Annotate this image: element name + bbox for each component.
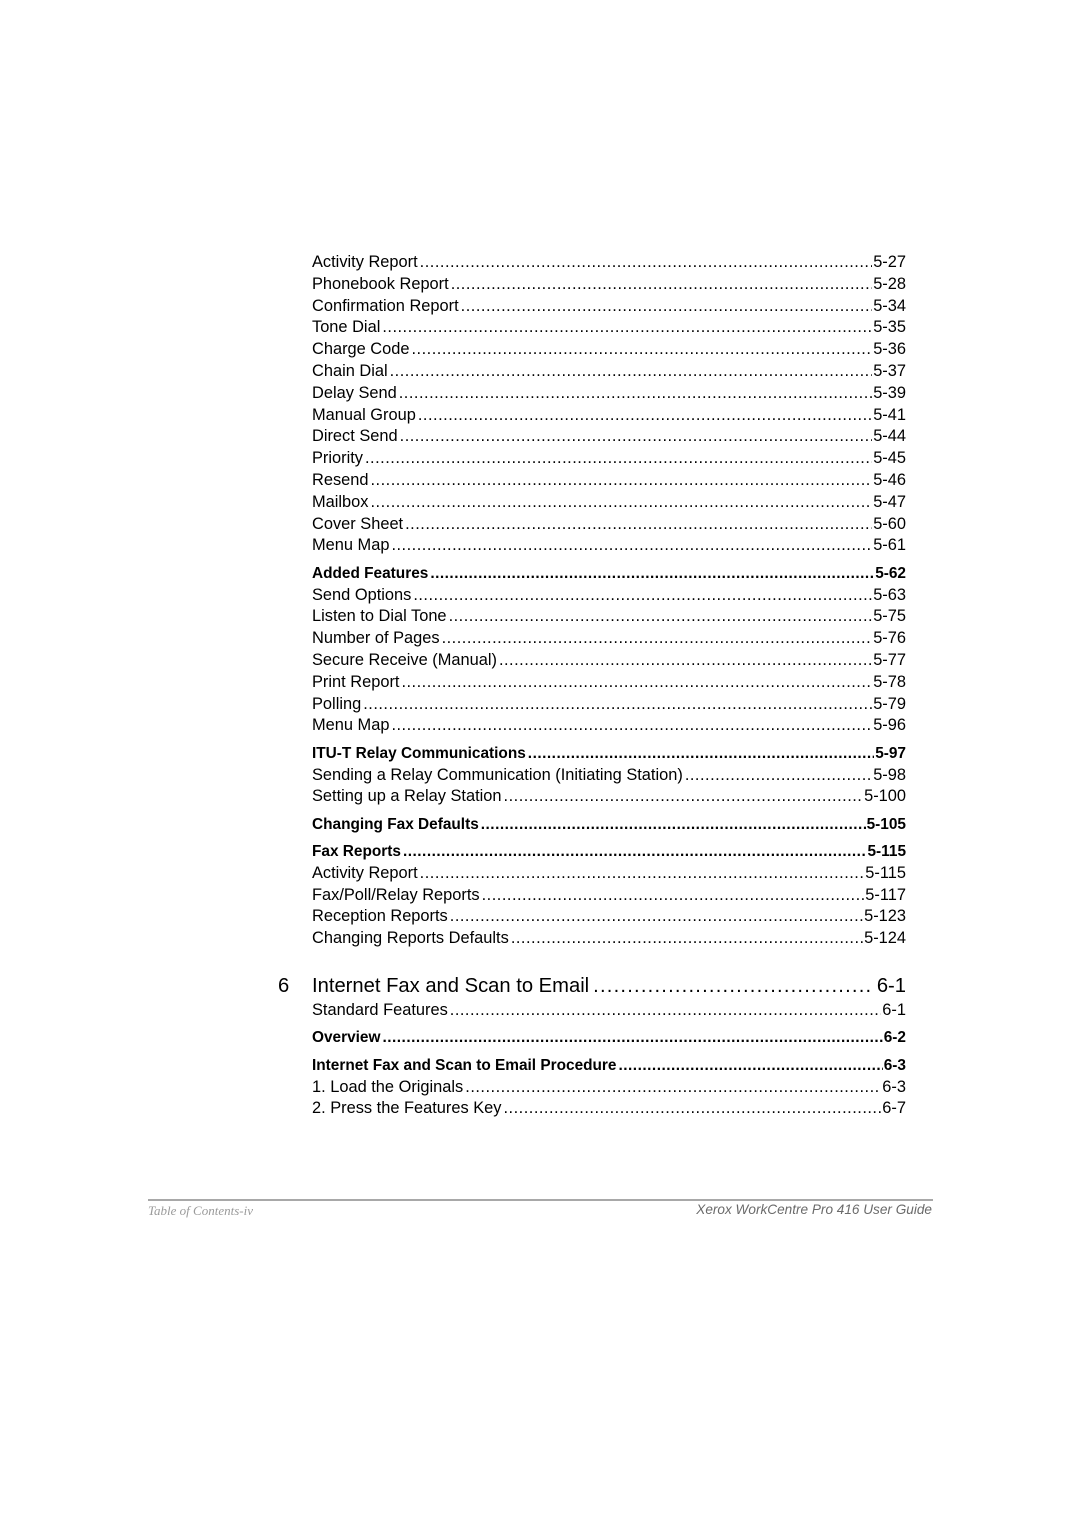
dot-leader xyxy=(382,1027,882,1049)
toc-entry[interactable] xyxy=(312,492,906,514)
toc-entry-title: Number of Pages xyxy=(312,629,440,648)
toc-entry-title: Direct Send xyxy=(312,427,398,446)
toc-entry[interactable] xyxy=(312,339,906,361)
toc-entry-title: Internet Fax and Scan to Email Procedure xyxy=(312,1056,617,1074)
toc-entry-title: 2. Press the Features Key xyxy=(312,1099,502,1118)
toc-entry-page: 5-37 xyxy=(873,361,906,380)
toc-entry[interactable] xyxy=(312,426,906,448)
dot-leader xyxy=(450,906,863,928)
chapter-page: 6-1 xyxy=(876,975,906,997)
toc-entry-page: 5-105 xyxy=(866,815,906,833)
toc-entry-title: Fax Reports xyxy=(312,843,401,861)
toc-entry-title: Menu Map xyxy=(312,716,390,735)
toc-entry-page: 5-28 xyxy=(873,274,906,293)
dot-leader xyxy=(618,1055,882,1077)
toc-entry-page: 5-45 xyxy=(873,449,906,468)
toc-entry-page: 6-7 xyxy=(882,1099,906,1118)
toc-entry-page: 5-123 xyxy=(864,907,906,926)
toc-entry-title: Tone Dial xyxy=(312,318,381,337)
dot-leader xyxy=(403,841,867,863)
dot-leader xyxy=(465,1077,881,1099)
toc-entry-page: 6-2 xyxy=(883,1029,906,1047)
chapter-heading[interactable] xyxy=(278,972,906,1000)
toc-entry-title: Chain Dial xyxy=(312,361,388,380)
toc-entry-title: Changing Fax Defaults xyxy=(312,815,479,833)
toc-entry-title: Manual Group xyxy=(312,405,416,424)
dot-leader xyxy=(399,383,872,405)
dot-leader xyxy=(365,448,872,470)
toc-section-entry[interactable] xyxy=(312,1055,906,1077)
toc-entry-page: 5-62 xyxy=(875,564,906,582)
toc-entry[interactable] xyxy=(312,535,906,557)
dot-leader xyxy=(420,863,865,885)
dot-leader xyxy=(461,296,873,318)
toc-entry-page: 5-36 xyxy=(873,340,906,359)
dot-leader xyxy=(430,563,874,585)
toc-entry-page: 5-100 xyxy=(864,787,906,806)
dot-leader xyxy=(451,274,873,296)
toc-section-entry[interactable] xyxy=(312,743,906,765)
toc-entry-title: Activity Report xyxy=(312,253,418,271)
toc-entry[interactable] xyxy=(312,1077,906,1099)
dot-leader xyxy=(482,885,865,907)
toc-entry[interactable] xyxy=(312,606,906,628)
chapter-title: Internet Fax and Scan to Email xyxy=(312,975,590,997)
toc-entry-page: 5-47 xyxy=(873,492,906,511)
toc-entry-title: Activity Report xyxy=(312,863,418,882)
toc-entry-page: 6-1 xyxy=(882,1001,906,1019)
toc-entry-page: 5-117 xyxy=(865,885,906,904)
toc-entry-title: Secure Receive (Manual) xyxy=(312,650,497,669)
toc-entry-title: Changing Reports Defaults xyxy=(312,929,509,948)
toc-entry-page: 5-44 xyxy=(873,427,906,446)
toc-entry-title: ITU-T Relay Communications xyxy=(312,744,526,762)
dot-leader xyxy=(499,650,872,672)
dot-leader xyxy=(685,765,872,787)
dot-leader xyxy=(413,585,872,607)
toc-entry[interactable] xyxy=(312,317,906,339)
toc-list-part2 xyxy=(312,1000,906,1120)
dot-leader xyxy=(370,492,872,514)
dot-leader xyxy=(449,606,873,628)
toc-entry[interactable] xyxy=(312,906,906,928)
dot-leader xyxy=(371,470,873,492)
dot-leader xyxy=(504,1098,882,1120)
toc-entry-title: Priority xyxy=(312,449,363,468)
footer-document-title: Xerox WorkCentre Pro 416 User Guide xyxy=(696,1202,932,1217)
toc-entry-title: Overview xyxy=(312,1029,381,1047)
dot-leader xyxy=(528,743,874,765)
toc-entry-page: 5-77 xyxy=(873,650,906,669)
toc-entry[interactable] xyxy=(312,694,906,716)
toc-section-entry[interactable] xyxy=(312,814,906,836)
dot-leader xyxy=(391,535,872,557)
toc-entry-page: 5-27 xyxy=(873,253,906,271)
dot-leader xyxy=(511,928,863,950)
dot-leader xyxy=(442,628,873,650)
toc-entry[interactable] xyxy=(312,1098,906,1120)
toc-entry-page: 5-61 xyxy=(873,536,906,555)
toc-section-entry[interactable] xyxy=(312,1027,906,1049)
toc-entry-page: 5-75 xyxy=(873,607,906,626)
toc-entry[interactable] xyxy=(312,585,906,607)
dot-leader xyxy=(390,361,873,383)
toc-entry-title: Sending a Relay Communication (Initiating Station) xyxy=(312,765,683,784)
toc-entry-title: Reception Reports xyxy=(312,907,448,926)
toc-entry[interactable] xyxy=(312,252,906,274)
dot-leader xyxy=(420,252,873,274)
dot-leader xyxy=(418,405,872,427)
toc-entry-page: 6-3 xyxy=(882,1077,906,1096)
toc-entry-title: Setting up a Relay Station xyxy=(312,787,502,806)
toc-entry-title: Cover Sheet xyxy=(312,514,404,533)
toc-entry-title: Delay Send xyxy=(312,383,397,402)
toc-entry-page: 5-115 xyxy=(867,843,906,861)
toc-entry[interactable] xyxy=(312,928,906,950)
toc-entry[interactable] xyxy=(312,514,906,536)
toc-entry-page: 5-60 xyxy=(873,514,906,533)
toc-entry[interactable] xyxy=(312,863,906,885)
toc-entry-title: Added Features xyxy=(312,564,429,582)
dot-leader xyxy=(450,1000,882,1022)
toc-entry[interactable] xyxy=(312,383,906,405)
footer-section-label: Table of Contents-iv xyxy=(148,1203,253,1218)
toc-entry-title: Mailbox xyxy=(312,492,369,511)
toc-entry[interactable] xyxy=(312,650,906,672)
toc-entry-title: Print Report xyxy=(312,672,400,691)
dot-leader xyxy=(412,339,873,361)
toc-entry-title: Charge Code xyxy=(312,340,410,359)
toc-list-part1 xyxy=(312,252,906,950)
toc-entry-title: Fax/Poll/Relay Reports xyxy=(312,885,480,904)
toc-entry-page: 5-96 xyxy=(873,716,906,735)
toc-entry[interactable] xyxy=(312,448,906,470)
toc-entry[interactable] xyxy=(312,405,906,427)
toc-entry[interactable] xyxy=(312,1000,906,1022)
toc-entry-title: Confirmation Report xyxy=(312,296,459,315)
toc-entry-title: Send Options xyxy=(312,585,412,604)
toc-entry-page: 5-124 xyxy=(864,929,906,948)
dot-leader xyxy=(405,514,872,536)
dot-leader xyxy=(363,694,872,716)
toc-entry[interactable] xyxy=(312,470,906,492)
toc-entry-page: 5-76 xyxy=(873,629,906,648)
toc-entry-page: 5-63 xyxy=(873,585,906,604)
chapter-number: 6 xyxy=(278,975,290,997)
toc-entry-title: Listen to Dial Tone xyxy=(312,607,447,626)
toc-entry-page: 5-97 xyxy=(875,744,906,762)
toc-entry-page: 5-41 xyxy=(873,405,906,424)
toc-entry-page: 5-46 xyxy=(873,470,906,489)
footer-divider xyxy=(148,1199,933,1201)
toc-entry[interactable] xyxy=(312,672,906,694)
toc-entry-title: 1. Load the Originals xyxy=(312,1077,464,1096)
dot-leader xyxy=(401,672,872,694)
dot-leader xyxy=(400,426,873,448)
toc-entry-page: 5-34 xyxy=(873,296,906,315)
toc-entry[interactable] xyxy=(312,786,906,808)
toc-entry[interactable] xyxy=(312,361,906,383)
toc-section-entry[interactable] xyxy=(312,563,906,585)
toc-entry-page: 5-115 xyxy=(865,863,906,882)
toc-entry[interactable] xyxy=(312,715,906,737)
toc-entry[interactable] xyxy=(312,765,906,787)
toc-entry-page: 5-39 xyxy=(873,383,906,402)
dot-leader xyxy=(382,317,872,339)
toc-entry-title: Phonebook Report xyxy=(312,274,449,293)
toc-entry-page: 5-35 xyxy=(873,318,906,337)
toc-entry[interactable] xyxy=(312,296,906,318)
toc-entry-page: 5-78 xyxy=(873,672,906,691)
toc-entry-title: Polling xyxy=(312,694,362,713)
toc-entry-title: Menu Map xyxy=(312,536,390,555)
dot-leader xyxy=(593,972,871,1000)
toc-entry-page: 6-3 xyxy=(883,1056,906,1074)
toc-entry-page: 5-79 xyxy=(873,694,906,713)
toc-entry-page: 5-98 xyxy=(873,765,906,784)
toc-section-entry[interactable] xyxy=(312,841,906,863)
toc-entry[interactable] xyxy=(312,628,906,650)
dot-leader xyxy=(391,715,872,737)
toc-entry[interactable] xyxy=(312,885,906,907)
toc-entry-title: Resend xyxy=(312,470,369,489)
toc-entry[interactable] xyxy=(312,274,906,296)
toc-entry-title: Standard Features xyxy=(312,1001,448,1019)
dot-leader xyxy=(481,814,866,836)
dot-leader xyxy=(504,786,864,808)
